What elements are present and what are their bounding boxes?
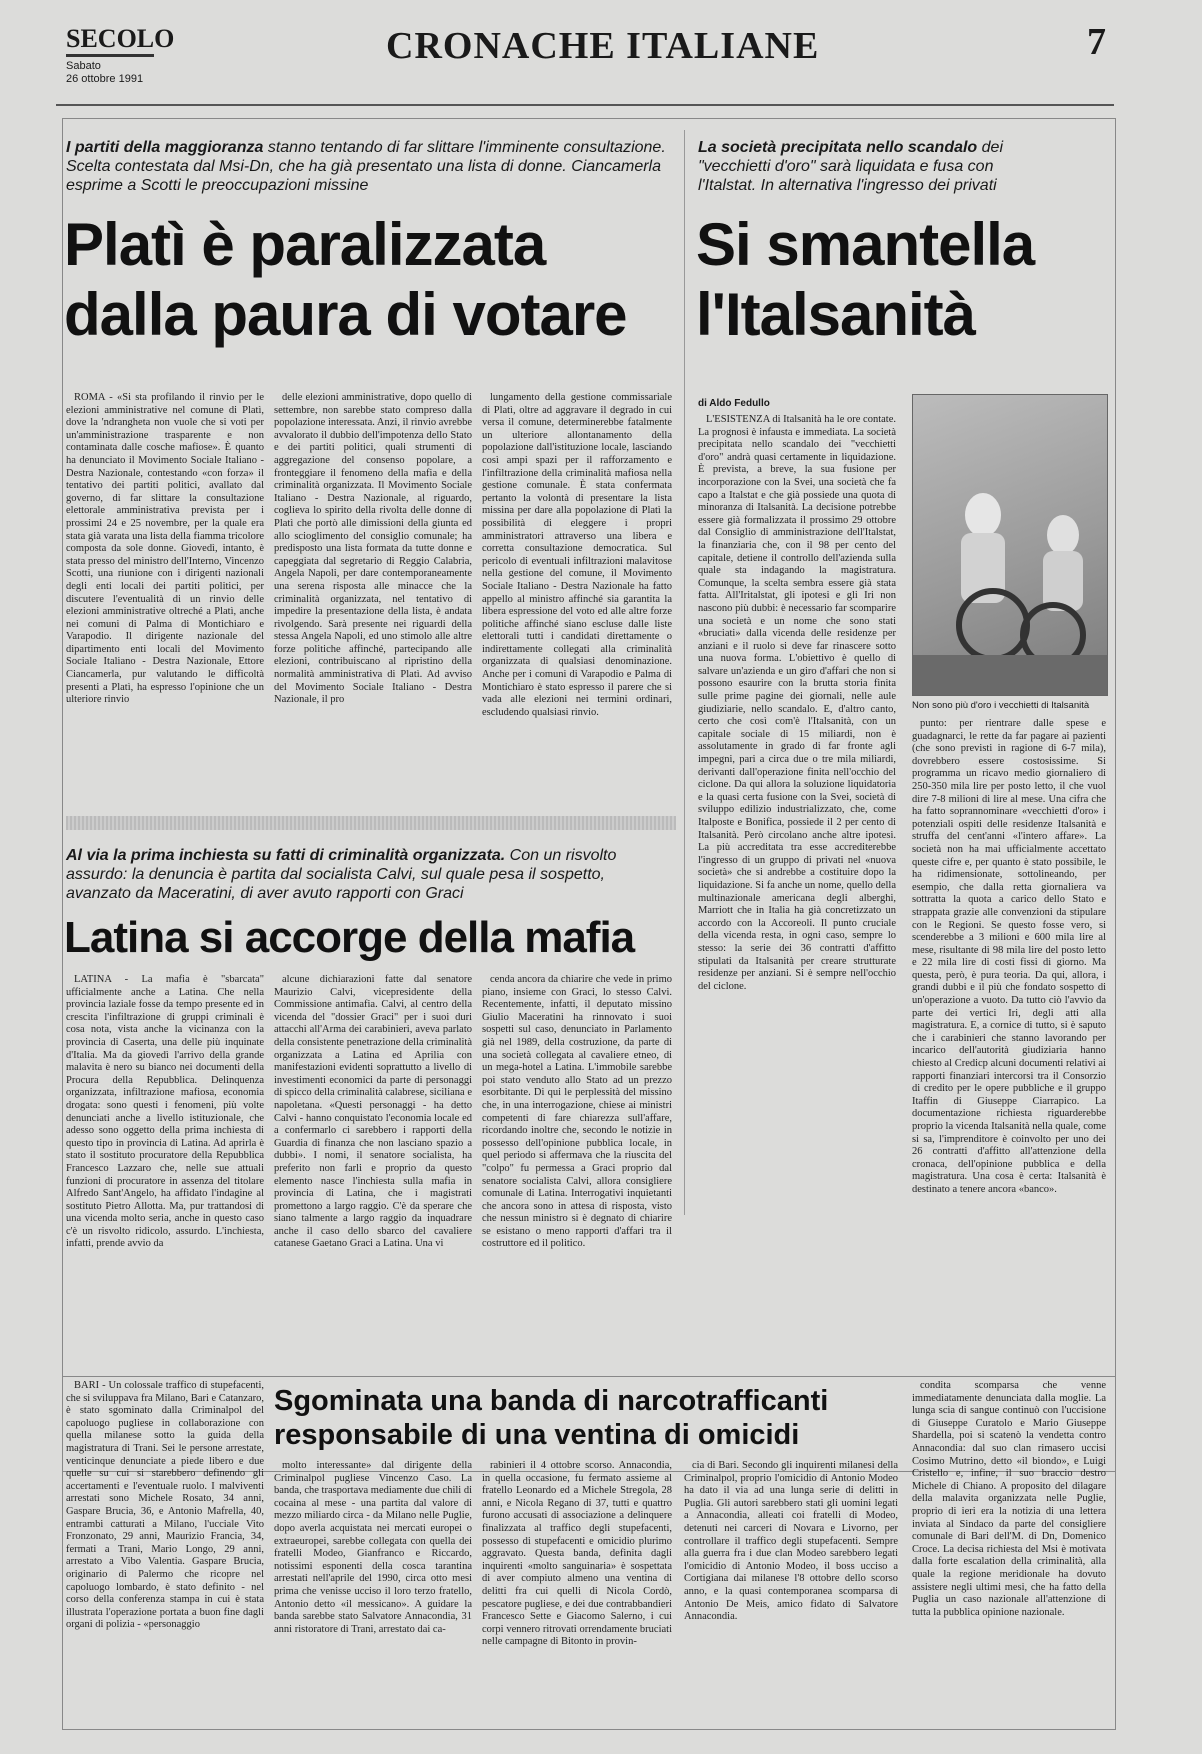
bari-headline-line2: responsabile di una ventina di omicidi xyxy=(274,1419,800,1451)
issue-full-date: 26 ottobre 1991 xyxy=(66,73,144,85)
latina-column-3 xyxy=(482,974,672,1350)
latina-kicker-bold: Al via la prima inchiesta su fatti di criminalità organizzata. xyxy=(66,847,506,864)
italsanita-headline-line1: Si smantella xyxy=(696,211,1035,278)
latina-text-2: alcune dichiarazioni fatte dal senatore Maurizio Calvi, vicepresidente della Commissione antimafia. Calvi, al centro della vicenda del "dossier Graci" per i suoi duri attacchi all'Arma dei carabinieri, aveva parlato della consistente penetrazione della criminalità organizzata a Latina ed Aprilia con manifestazioni evidenti soprattutto a livello di investimenti economici da parte di personaggi di spicco della criminalità calabrese, siciliana e napoletana. «Questi personaggi - ha detto Calvi - hanno conquistato l'economia locale ed a confermarlo ci sarebbero i rapporti della Guardia di finanza che non lasciano spazio a dubbi». I nomi, il senatore socialista, ha preferito non farli e proprio da questo elemento nasce l'inchiesta sulla mafia in provincia di Latina, che i magistrati promettono a largo raggio. C'è da sperare che siano talmente a largo raggio da inquadrare anche il caso dello sbarco del cavaliere catanese Gaetano Graci a Latina. Una vi xyxy=(274,974,472,1250)
plati-text-3: lungamento della gestione commissariale di Platì, oltre ad aggravare il degrado in cui versa il comune, determinerebbe fatalmente un ulteriore allontanamento della popolazione dall'istituzione locale, lasciando così ampi spazi per il rafforzamento e l'infiltrazione della criminalità mafiosa nella gestione comunale. È stata confermata pertanto la volontà di presentare la lista missina per dare alla popolazione di Platì la possibilità di eleggere i propri amministratori attraverso una libera e corretta consultazione democratica. Sul pericolo di eventuali infiltrazioni malavitose nella gestione del comune, il Movimento Sociale Italiano - Destra Nazionale ha fatto appello al ministro affinché sia garantita la libera espressione del voto ed alle altre forze politiche affinché siano escluse dalle liste elettorali tutti i candidati direttamente o indirettamente collegati alla criminalità organizzata di qualsiasi denominazione. Anche per i comuni di Varapodio e Palma di Montichiaro è stato espresso il parere che si vada alle elezioni nei termini ordinari, escludendo qualsiasi rinvio. xyxy=(482,392,672,718)
bari-text-1: BARI - Un colossale traffico di stupefacenti, che si sviluppava fra Milano, Bari e Catanzaro, è stato sgominato dalla Criminalpol del capoluogo pugliese in collaborazione con quella milanese sotto la guida della magistratura di Trani. Sei le persone arrestate, venticinque denunciate a piede libero e due quelle su cui si starebbero definendo gli accertamenti e l'eventuale ruolo. I malviventi arrestati sono Michele Rosato, 34 anni, Gaspare Brucia, 36, e Antonio Mafrella, 40, entrambi catturati a Milano, l'ucciale Vito Fronzonato, 29 anni, Maurizio Francia, 34, fermati a Trani, Mario Longo, 29 anni, arrestato a Vibo Valentia. Gaspare Brucia, originario di Palermo che ricopre nel capoluogo lombardo, è stato definito - nel corso della conferenza stampa in cui è stata illustrata l'operazione portata a buon fine dagli organi di polizia - «personaggio xyxy=(66,1380,264,1631)
latina-text-1: LATINA - La mafia è "sbarcata" ufficialmente anche a Latina. Che nella provincia laziale fosse da tempo presente ed in crescita l'infiltrazione di gruppi criminali è cosa nota, vista anche la vicinanza con la provincia di Caserta, una delle più inquinate d'Italia. Ma da giovedì l'arrivo della grande malavita è nero su bianco nei documenti della Procura della Repubblica. Delinquenza organizzata, infiltrazione mafiosa, economia drogata: sono questi i fenomeni, più volte denunciati anche a livello istituzionale, che adesso sono oggetto della prima inchiesta di questo tipo in provincia di Latina. Ad aprirla è stato il sostituto procuratore della Repubblica Francesco Lazzaro che, nelle sue attuali funzioni di procuratore in assenza del titolare Alfredo Sant'Angelo, ha affidato l'indagine al sostituto Pietro Allotta. Ma, pur trattandosi di una vicenda molto seria, anche in questo caso c'è un risvolto ridicolo, assurdo. L'inchiesta, infatti, prende avvio da xyxy=(66,974,264,1250)
latina-column-2 xyxy=(274,974,472,1350)
bari-text-3: rabinieri il 4 ottobre scorso. Annacondia, in quella occasione, fu fermato assieme al fratello Leonardo ed a Michele Stregola, 28 anni, e Nicola Regano di 37, tutti e quattro furono accusati di associazione a delinquere finalizzata al traffico degli stupefacenti, possesso di stupefacenti e omicidio plurimo aggravato. Questa banda, definita dagli inquirenti «molto sanguinaria» è sospettata di aver compiuto almeno una ventina di delitti fra cui quelli di Nicola Cordò, pescatore pugliese, e dei due contrabbandieri Francesco Sette e Giacomo Salerno, i cui corpi vennero ritrovati orrendamente bruciati nelle campagne di Bitonto in provin- xyxy=(482,1460,672,1648)
plati-headline xyxy=(64,210,674,350)
latina-headline: Latina si accorge della mafia xyxy=(64,913,635,962)
logo-underline xyxy=(66,54,154,57)
italsanita-headline-line2: l'Italsanità xyxy=(696,281,976,348)
bari-text-5: condita scomparsa che venne immediatamente denunciata dalla moglie. La lunga scia di sangue continuò con l'uccisione di Giuseppe Curatolo e Mario Giuseppe Shardella, poi si scatenò la vendetta contro Annacondia: dal suo clan rimasero uccisi Cosimo Mutrino, detto «il biondo», e Luigi Cristello e, infine, il suo braccio destro Michele di Chiano. A proposito del dilagare della malavita organizzata nelle Puglie, proprio di ieri era la notizia di una lettera inviata al Sindaco da parte del consigliere comunale di Bari dell'M. di Dn, Domenico Croce. La decisa richiesta del Msi è motivata dalla forte escalation della criminalità, alla quale la regione meridionale ha dovuto assistere negli ultimi mesi, che ha fatto della Puglia un caso nazionale all'attenzione di tutta la pubblica opinione nazionale. xyxy=(912,1380,1106,1618)
plati-headline-line1: Platì è paralizzata xyxy=(64,211,546,278)
italsanita-headline xyxy=(696,210,1106,350)
bari-column-4 xyxy=(684,1460,898,1724)
plati-column-1 xyxy=(66,392,264,804)
shaded-divider xyxy=(66,816,676,830)
italsanita-column-2 xyxy=(912,718,1106,1214)
latina-column-1 xyxy=(66,974,264,1350)
newspaper-logo: SECOLO xyxy=(66,24,175,53)
plati-kicker-text: stanno tentando di far slittare l'imminente consultazione. Scelta contestata dal Msi-Dn, che ha già presentato una lista di donne. Ciancamerla esprime a Scotti le preoccupazioni missine xyxy=(66,139,666,194)
plati-column-3 xyxy=(482,392,672,804)
issue-date xyxy=(66,60,143,86)
bari-headline-line1: Sgominata una banda di narcotrafficanti xyxy=(274,1385,829,1417)
plati-headline-line2: dalla paura di votare xyxy=(64,281,627,348)
italsanita-text-2: punto: per rientrare dalle spese e guadagnarci, le rette da far pagare ai pazienti (che sono previsti in ragione di 6-7 mila), dovrebbero essere costosissime. Si programma un ricavo medio giornaliero di 250-350 mila lire per posto letto, il che vuol dire 7-8 milioni di lire al mese. Una cifra che ha fatto soprannominare «vecchietti d'oro» i potenziali ospiti delle residenze Italsanità e struffa del cent'anni «l'intero affare». La società non ha mai ufficialmente accettato queste cifre e, per quanto è stato possibile, le ha ridimensionate, sottolineando, per esempio, che dalla retta giornaliera va sottratta la quota a carico dello Stato e strappata grazie alle convenzioni da stipulare con le Regioni. Se questo fosse vero, si scenderebbe a 3 milioni e 600 mila lire al mese, risultante di 98 mila lire del posto letto e 22 mila lire di costi fissi di giorno. Ma questa, però, è pura teoria. Da qui, allora, i grandi dubbi e il più che fondato sospetto di un'operazione a vuoto. Da tutto ciò l'avvio da parte dei vertici Iri, degli atti alla magistratura. E, a cornice di tutto, si è saputo che i carabinieri che stanno lavorando per incarico dell'autorità giudiziaria hanno chiesto al Credicp alcuni documenti relativi ai rapporti finanziari intercorsi tra il Consorzio di credito per le opere pubbliche e il gruppo Itaffin di Giuseppe Ciarrapico. La documentazione richiesta riguarderebbe proprio la vicenda Italsanità nella quale, come si sa, l'imprenditore è coinvolto per uno dei 26 contratti d'affitto all'attenzione della cronaca, dell'opinione pubblica e della magistratura. Una cosa è certa: Italsanità è destinato a tenere ancora «banco». xyxy=(912,718,1106,1195)
issue-day: Sabato xyxy=(66,60,101,72)
plati-text-2: delle elezioni amministrative, dopo quello di settembre, non sarebbe stato compreso dalla popolazione interessata. Anzi, il rinvio avrebbe avvalorato il dubbio dell'impotenza dello Stato e dei partiti politici, quali strumenti di aggregazione del consenso popolare, a fronteggiare il fenomeno della mafia e della criminalità organizzata. Il Movimento Sociale Italiano - Destra Nazionale, al riguardo, coglieva lo spirito della rivolta delle donne di Platì che portò alle dimissioni della giunta ed allo scioglimento del consiglio comunale; ha predisposto una lista formata da tutte donne e capeggiata dal segretario di Reggio Calabria, Angela Napoli, per dare contemporaneamente una serena risposta alle minacce che la criminalità organizzata, nel tentativo di impedire la presentazione della lista, è andata rivolgendo. Sarà presente nei riguardi della stessa Angela Napoli, ed uno stimolo alle altre forze politiche affinché, partecipando alle elezioni, contribuiscano al ripristino della normalità amministrativa di Platì. Ad avviso del Movimento Sociale Italiano - Destra Nazionale, il pro xyxy=(274,392,472,706)
masthead xyxy=(56,18,1116,108)
bari-column-3 xyxy=(482,1460,672,1724)
bari-text-4: cia di Bari. Secondo gli inquirenti milanesi della Criminalpol, proprio l'omicidio di Antonio Modeo ha dato il via ad una lunga serie di delitti in Puglia. Gli autori sarebbero stati gli uomini legati a Annacondia, alleati coi fratelli di Modeo, detenuti nei carceri di Novara e Livorno, per controllare il traffico degli stupefacenti. Sempre alla guerra fra i due clan Modeo sarebbero legati l'omicidio di Antonio Modeo, il boss ucciso a Cortigiana dai milanese l'8 ottobre dello scorso anno, e la quasi contemporanea scomparsa di Antonio De Meis, amico fidato di Salvatore Annacondia. xyxy=(684,1460,898,1623)
column-divider xyxy=(684,130,685,1215)
plati-kicker xyxy=(66,138,666,195)
italsanita-kicker-bold: La società precipitata nello scandalo xyxy=(698,139,978,156)
bari-column-1 xyxy=(66,1380,264,1724)
italsanita-photo-caption: Non sono più d'oro i vecchietti di Italsanità xyxy=(912,700,1090,711)
italsanita-kicker xyxy=(698,138,1028,195)
plati-column-2 xyxy=(274,392,472,804)
elderly-people-photo-icon xyxy=(913,395,1107,695)
italsanita-kicker-text: dei "vecchietti d'oro" sarà liquidata e fusa con l'Italstat. In alternativa l'ingresso dei privati xyxy=(698,139,1003,194)
latina-kicker-text: Con un risvolto assurdo: la denuncia è partita dal socialista Calvi, sul quale pesa il sospetto, avanzato da Maceratini, di aver avuto rapporti con Graci xyxy=(66,847,617,902)
latina-text-3: cenda ancora da chiarire che vede in primo piano, insieme con Graci, lo stesso Calvi. Recentemente, infatti, il deputato missino Giulio Maceratini ha rinnovato i suoi sospetti sul caso, denunciato in Parlamento già nel 1989, della costruzione, da parte di una società collegata al cavaliere etneo, di un mega-hotel a Latina. L'immobile sarebbe poi stato venduto allo Stato ad un prezzo esorbitante. Di qui le perplessità del missino che, in una interrogazione, chiese ai ministri competenti di fare chiarezza sull'affare, ricordando inoltre che, secondo le notizie in possesso dell'opinione pubblica locale, in quel periodo si affermava che la riuscita del "colpo" fu permessa a Graci proprio dal senatore socialista Calvi, allora consigliere comunale di Latina. Interrogativi inquietanti che ancora sono in attesa di risposta, visto che nessun ministro si è degnato di chiarire se esistano o meno rapporti d'affari tra il costruttore ed il politico. xyxy=(482,974,672,1250)
italsanita-column-1 xyxy=(698,414,896,1214)
section-title: CRONACHE ITALIANE xyxy=(386,25,820,67)
italsanita-text-1: L'ESISTENZA di Italsanità ha le ore contate. La prognosi è infausta e immediata. La società precipitata nello scandalo dei "vecchietti d'oro" andrà quasi certamente in liquidazione. È prevista, a breve, la sua fusione per incorporazione con la Svei, una società che fa capo a Italstat e che già possiede una quota di minoranza di Italsanità. La decisione potrebbe essere già formalizzata il prossimo 29 ottobre dal Consiglio di amministrazione dell'Italstat, la finanziaria che, con il 98 per cento del capitale, detiene il controllo dell'azienda sulla quale sta indagando la magistratura. Comunque, la scelta sembra essere già stata fatta. All'Iritalstat, gli ipotesi e gli Iri non nascono più dubbi: è necessario far scomparire una società e un nome che sono stati «bruciati» dalla vicenda delle residenze per anziani e il ruolo si deve far rinascere sotto una nuova forma. L'obiettivo è quello di salvare un'azienda e un giro d'affari che non si possono esaurire con la brutta storia finita sulle prime pagine dei giornali, nelle aule giudiziarie, nello scandalo. E, d'altro canto, certo che così com'è l'Italsanità, con un capitale sociale di 15 miliardi, non è assolutamente in grado di far fronte agli impegni, pari a circa due o tre mila miliardi, derivanti dall'operazione finita nell'occhio del ciclone. Da qui allora la soluzione liquidatoria e la quasi certa fusione con la Svei, società di sviluppo edilizio industrializzato, che, come Italposte e Bonifica, possiede il 2 per cento di Italsanità. Però circolano anche altre ipotesi. La più accreditata tra esse accrediterebbe l'ingresso di un gruppo di privati nel «nuova società» che si andrebbe a costituire dopo la liquidazione. Si fa anche un nome, quello della multinazionale americana degli alberghi, Marriott che in Italia ha già concretizzato un accordo con la Accoreoli. Il punto cruciale della vicenda resta, in ogni caso, sempre lo stesso: la serie dei 36 contratti d'affitto stipulati da Italsanità per creare strutturate residenze per anziani. Si è sempre nell'occhio del ciclone. xyxy=(698,414,896,992)
plati-text-1: ROMA - «Si sta profilando il rinvio per le elezioni amministrative nel comune di Platì, dove la 'ndrangheta non vuole che si voti per un'amministrazione trasparente e non contaminata dalle cosche mafiose». È quanto ha denunciato il Movimento Sociale Italiano - Destra Nazionale, contestando «con forza» il tentativo dei partiti politici, avallato dal governo, di far slittare la consultazione elettorale amministrativa prevista per i prossimi 24 e 25 novembre, per la quale era stata già varata una lista della fiamma tricolore composta da sole donne. Giovedì, intanto, è stata presso del ministro dell'Interno, Vincenzo Scotti, una riunione con i dirigenti nazionali degli enti locali dei partiti politici, per discutere l'eventualità di un rinvio delle elezioni amministrative oltreché a Platì, anche nei comuni di Palma di Montichiaro e Varapodio. Il dirigente nazionale del dipartimento enti locali del Movimento Sociale Italiano - Destra Nazionale, Ettore Ciancamerla, pur valutando le difficoltà presenti a Platì, ha espresso l'opinione che un ulteriore rinvio xyxy=(66,392,264,706)
bari-headline xyxy=(274,1384,914,1452)
bari-column-5 xyxy=(912,1380,1106,1724)
bari-column-2 xyxy=(274,1460,472,1724)
latina-kicker xyxy=(66,846,666,903)
plati-kicker-bold: I partiti della maggioranza xyxy=(66,139,264,156)
italsanita-photo xyxy=(912,394,1108,696)
masthead-rule xyxy=(56,104,1114,106)
bari-text-2: molto interessante» dal dirigente della Criminalpol pugliese Vincenzo Caso. La banda, che trasportava mediamente due chili di cocaina al mese - una partita dal valore di mezzo miliardo circa - da Milano nelle Puglie, dopo averla acquistata nei mercati europei o extraeuropei, sarebbe collegata con quella dei fratelli Modeo, Gianfranco e Riccardo, notissimi esponenti della cosca tarantina arrestati nell'aprile del 1990, circa otto mesi prima che venisse ucciso il loro terzo fratello, Antonio detto «il messicano». A guidare la banda sarebbe stato Salvatore Annacondia, 31 anni ristoratore di Trani, arrestato dai ca- xyxy=(274,1460,472,1635)
italsanita-byline: di Aldo Fedullo xyxy=(698,398,770,409)
page-number: 7 xyxy=(1087,21,1106,63)
